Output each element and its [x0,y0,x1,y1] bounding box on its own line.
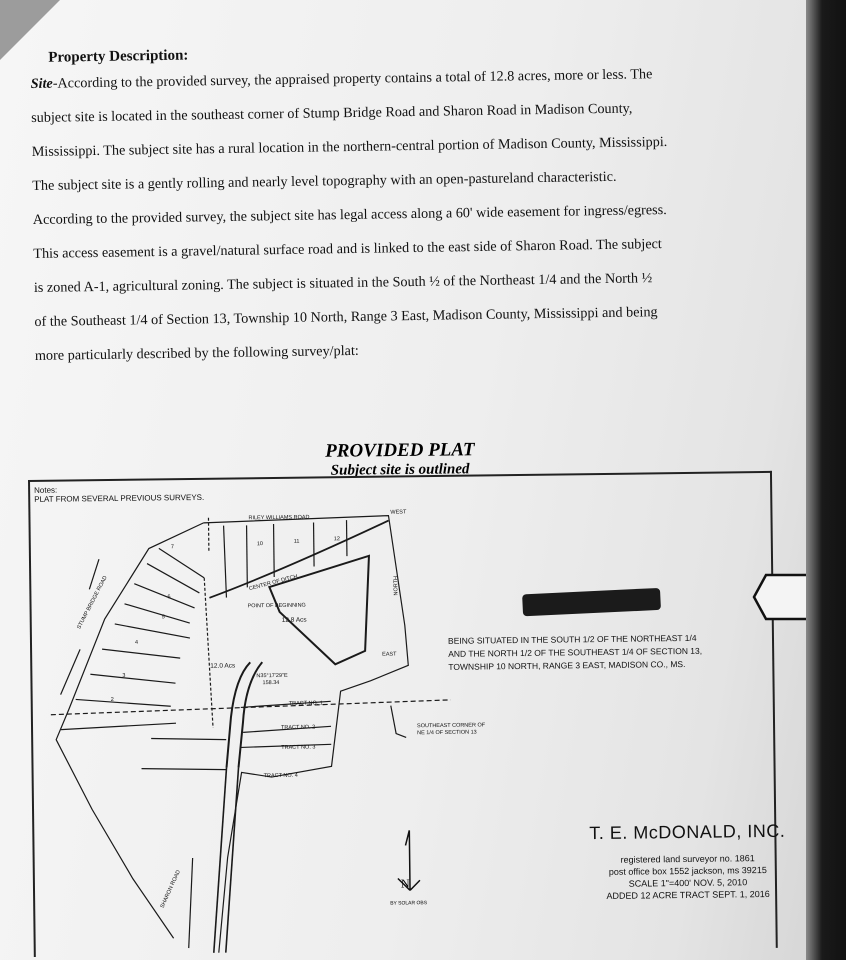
notes-text: PLAT FROM SEVERAL PREVIOUS SURVEYS. [34,492,205,504]
label-tract-4: TRACT NO. 4 [263,772,298,780]
situated-description [448,632,702,674]
description-line-7: is zoned A-1, agricultural zoning. The subject is situated in the South ½ of the Northeast 1/4 and the North ½ [33,270,653,296]
situated-line-1: BEING SITUATED IN THE SOUTH 1/2 OF THE NORTHEAST 1/4 [447,632,697,646]
label-sharon-road: SHARON ROAD [159,869,182,910]
description-line-4: The subject site is a gently rolling and nearly level topography with an open-pastureland characteristic. [32,168,617,194]
description-line-5: According to the provided survey, the subject site has legal access along a 60' wide easement for ingress/egress. [32,202,667,228]
label-lot-4: 4 [134,639,139,646]
plat-title: PROVIDED PLAT [325,439,475,462]
north-arrow-letter: N [400,876,410,891]
label-north: NORTH [393,576,400,596]
company-line-4: ADDED 12 ACRE TRACT SEPT. 1, 2016 [606,888,770,901]
north-arrow-icon [387,830,438,911]
company-line-3: SCALE 1"=400' NOV. 5, 2010 [628,877,748,889]
label-west: WEST [390,509,407,516]
label-southeast-corner-1: SOUTHEAST CORNER OF [417,722,486,730]
label-riley-road: RILEY WILLIAMS ROAD [248,514,310,522]
label-acres-120: 12.0 Acs [210,662,236,670]
description-line-2: subject site is located in the southeast corner of Stump Bridge Road and Sharon Road in Madison County, [31,100,633,126]
label-acres-128: 12.8 Acs [281,616,307,624]
subject-site-outline [269,556,370,665]
label-lot-7: 7 [170,544,174,551]
desk-background-edge [806,0,846,960]
label-lot-3: 3 [122,672,126,679]
label-lot-5: 5 [161,614,165,621]
label-lot-10: 10 [256,541,263,548]
label-center-ditch: CENTER OF DITCH [248,573,299,593]
description-line-6: This access easement is a gravel/natural surface road and is linked to the east side of Sharon Road. The subject [33,236,662,262]
property-description-block [30,28,795,373]
situated-line-2: AND THE NORTH 1/2 OF THE SOUTHEAST 1/4 OF SECTION 13, [448,645,703,659]
label-tract-1: TRACT NO. 1 [288,700,323,707]
north-arrow-label: BY SOLAR OBS [390,900,428,907]
surveyor-company-block [572,821,803,903]
company-name: T. E. McDONALD, INC. [589,820,786,844]
label-southeast-corner-2: NE 1/4 OF SECTION 13 [417,729,477,737]
label-lot-2: 2 [110,696,114,704]
company-line-2: post office box 1552 jackson, ms 39215 [608,865,767,877]
label-bearing: N35°17'29"E [256,672,288,680]
label-lot-11: 11 [293,538,300,545]
description-line-9: more particularly described by the following survey/plat: [34,342,359,364]
label-east: EAST [382,651,397,658]
situated-line-3: TOWNSHIP 10 NORTH, RANGE 3 EAST, MADISON CO., MS. [448,658,686,672]
label-lot-6: 6 [167,594,171,601]
label-point-beginning: POINT OF BEGINNING [247,602,306,610]
site-label: Site [30,75,53,92]
description-line-1-text: -According to the provided survey, the appraised property contains a total of 12.8 acres, more or less. The [52,66,653,92]
label-bearing-dist: 158.34 [262,679,280,687]
label-lot-12: 12 [333,536,340,543]
plat-subtitle: Subject site is outlined [330,461,470,479]
survey-plat [28,471,794,960]
section-heading: Property Description: [48,47,189,66]
label-tract-2: TRACT NO. 2 [281,724,316,731]
boundary-east [203,515,411,952]
label-tract-3: TRACT NO. 3 [281,744,316,751]
company-line-1: registered land surveyor no. 1861 [620,853,755,865]
description-line-3: Mississippi. The subject site has a rural location in the northern-central portion of Madison County, Mississippi. [31,134,668,160]
label-stump-road: STUMP BRIDGE ROAD [76,574,109,631]
description-line-8: of the Southeast 1/4 of Section 13, Township 10 North, Range 3 East, Madison County, Mississippi and being [34,304,658,330]
notes-label: Notes: [34,485,58,495]
